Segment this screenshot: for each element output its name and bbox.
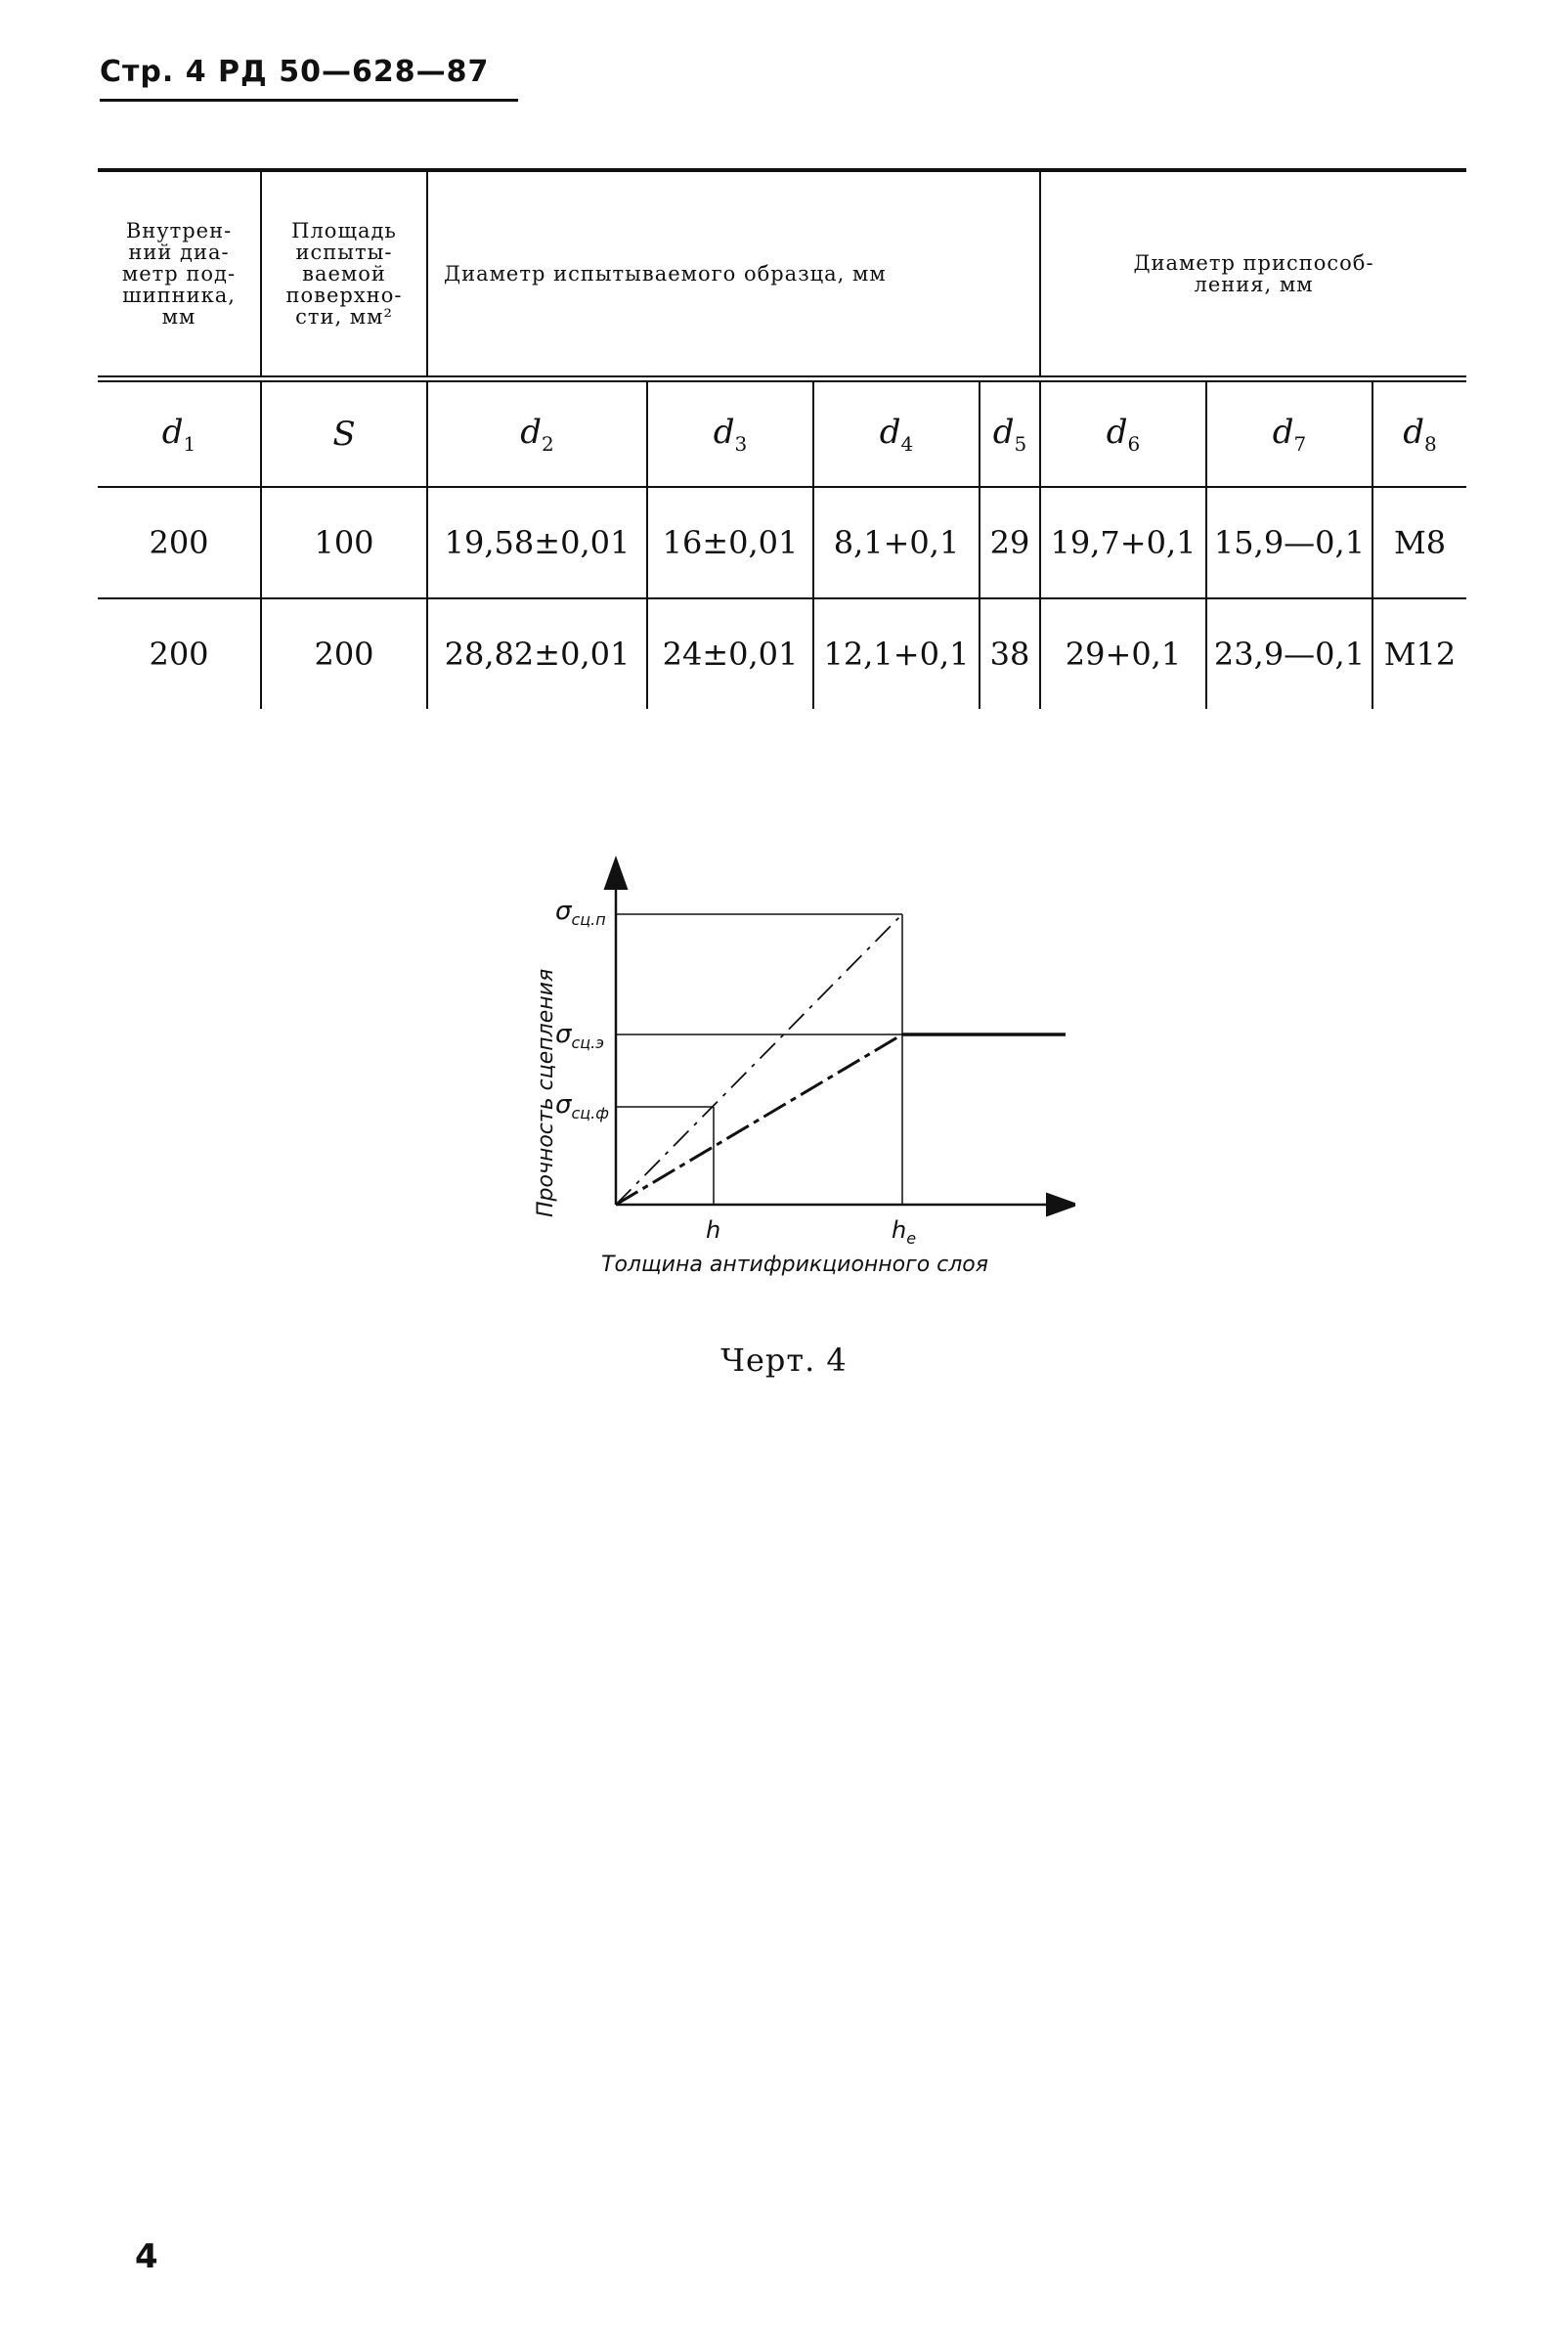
y-tick-sc-e: $\sigma_{сц.э}$ <box>555 1020 605 1052</box>
page-label: Стр. 4 <box>100 55 207 89</box>
actual-line <box>616 1034 902 1205</box>
header-double-rule <box>98 375 1466 382</box>
table-cell: 8,1+0,1 <box>813 487 980 598</box>
header-inner-diameter: Внутрен- ний диа- метр под- шипника, мм <box>121 219 237 329</box>
table-cell: 24±0,01 <box>647 598 813 709</box>
table-cell: 100 <box>261 487 427 598</box>
table-row <box>98 487 1466 598</box>
table-cell: 23,9—0,1 <box>1206 598 1372 709</box>
table-cell: M8 <box>1372 487 1466 598</box>
doc-number: РД 50—628—87 <box>218 55 490 89</box>
symbol-cell: $d_2$ <box>427 382 647 487</box>
table-cell: 19,7+0,1 <box>1040 487 1206 598</box>
table-header-row <box>98 172 1466 375</box>
y-tick-sc-f: $\sigma_{сц.ф}$ <box>555 1090 609 1122</box>
figure-svg <box>508 851 1075 1281</box>
table-cell: 38 <box>980 598 1040 709</box>
x-tick-he: $h_e$ <box>892 1216 917 1248</box>
table-cell: 16±0,01 <box>647 487 813 598</box>
page-header <box>100 55 518 102</box>
x-axis-label: Толщина антифрикционного слоя <box>601 1253 988 1277</box>
symbol-cell: $d_8$ <box>1372 382 1466 487</box>
page-number: 4 <box>135 2237 158 2276</box>
figure-caption: Черт. 4 <box>720 1342 848 1379</box>
table-cell: 19,58±0,01 <box>427 487 647 598</box>
y-tick-sc-p: $\sigma_{сц.п}$ <box>555 897 606 929</box>
header-sample-diameter: Диаметр испытываемого образца, мм <box>427 172 1040 375</box>
y-axis-label: Прочность сцепления <box>534 968 558 1217</box>
adhesion-strength-figure <box>508 851 1075 1281</box>
table-cell: 12,1+0,1 <box>813 598 980 709</box>
symbol-cell: $d_3$ <box>647 382 813 487</box>
header-fixture-diameter: Диаметр приспособ- ления, мм <box>1040 172 1466 375</box>
table-cell: 200 <box>261 598 427 709</box>
table-row <box>98 598 1466 709</box>
symbol-cell: $d_5$ <box>980 382 1040 487</box>
header-test-area: Площадь испыты- ваемой поверхно- сти, мм² <box>261 172 427 375</box>
table-cell: 28,82±0,01 <box>427 598 647 709</box>
symbol-cell: $d_6$ <box>1040 382 1206 487</box>
symbol-cell: $d_1$ <box>98 382 261 487</box>
table-cell: M12 <box>1372 598 1466 709</box>
table-cell: 200 <box>149 636 209 673</box>
table-cell: 15,9—0,1 <box>1206 487 1372 598</box>
dimensions-table <box>98 168 1466 709</box>
symbol-cell: $d_7$ <box>1206 382 1372 487</box>
symbol-cell: S <box>261 382 427 487</box>
symbol-row <box>98 382 1466 487</box>
x-tick-h: h <box>706 1216 721 1244</box>
table-cell: 200 <box>98 487 261 598</box>
symbol-cell: $d_4$ <box>813 382 980 487</box>
table-cell: 29+0,1 <box>1040 598 1206 709</box>
table-cell: 29 <box>980 487 1040 598</box>
